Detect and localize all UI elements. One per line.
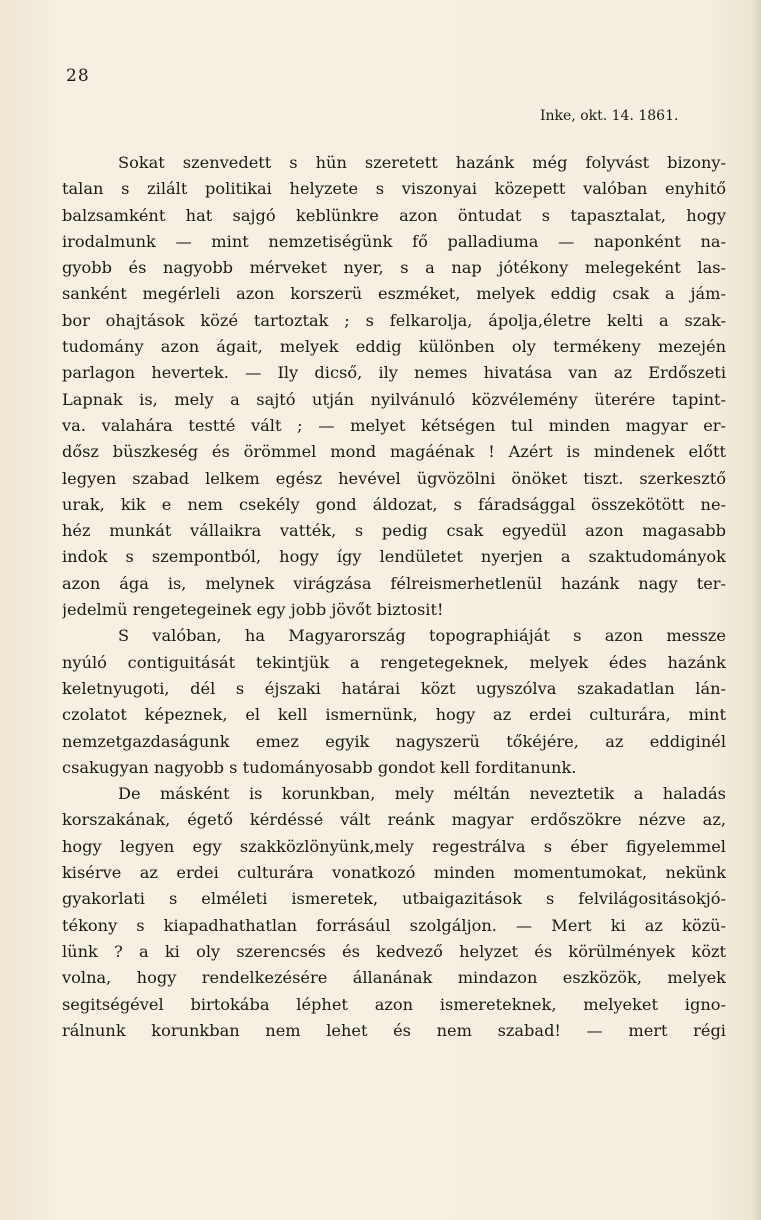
text-line: nemzetgazdaságunk emez egyik nagyszerü tőkéjére, az eddiginél [62, 731, 726, 751]
text-line: hogy legyen egy szakközlönyünk,mely regestrálva s éber figyelemmel [62, 836, 726, 856]
text-line: talan s zilált politikai helyzete s viszonyai közepett valóban enyhitő [62, 179, 726, 199]
dateline: Inke, okt. 14. 1861. [540, 108, 679, 124]
text-line: lünk ? a ki oly szerencsés és kedvező helyzet és körülmények közt [62, 941, 726, 961]
text-line: tudomány azon ágait, melyek eddig különben oly termékeny mezején [62, 337, 726, 357]
text-line: parlagon hevertek. — Ily dicső, ily nemes hivatása van az Erdőszeti [62, 363, 726, 383]
text-line: dősz büszkeség és örömmel mond magáénak ! Azért is mindenek előtt [62, 442, 726, 462]
text-line: legyen szabad lelkem egész hevével ügvözölni önöket tiszt. szerkesztő [62, 468, 726, 488]
body-text [62, 150, 726, 1044]
text-line: czolatot képeznek, el kell ismernünk, hogy az erdei culturára, mint [62, 705, 726, 725]
text-line: bor ohajtások közé tartoztak ; s felkarolja, ápolja,életre kelti a szak- [62, 310, 726, 330]
text-line: héz munkát vállaikra vatték, s pedig csak egyedül azon magasabb [62, 521, 726, 541]
text-line: indok s szempontból, hogy így lendületet nyerjen a szaktudományok [62, 547, 726, 567]
text-line: csakugyan nagyobb s tudományosabb gondot kell forditanunk. [62, 757, 577, 777]
text-line: urak, kik e nem csekély gond áldozat, s fáradsággal összekötött ne- [62, 494, 726, 514]
text-line: tékony s kiapadhathatlan forrásául szolgáljon. — Mert ki az közü- [62, 915, 726, 935]
text-line: volna, hogy rendelkezésére állanának mindazon eszközök, melyek [62, 968, 726, 988]
text-line: rálnunk korunkban nem lehet és nem szabad! — mert régi [62, 1020, 726, 1040]
text-line: Lapnak is, mely a sajtó utján nyilvánuló közvélemény üterére tapint- [62, 389, 726, 409]
page-edge-shadow [751, 0, 761, 1220]
text-line: nyúló contiguitását tekintjük a rengetegeknek, melyek édes hazánk [62, 652, 726, 672]
text-line: keletnyugoti, dél s éjszaki határai közt ugyszólva szakadatlan lán- [62, 678, 726, 698]
text-line: De másként is korunkban, mely méltán neveztetik a haladás [118, 784, 726, 804]
text-line: gyakorlati s elméleti ismeretek, utbaigazitások s felvilágositásokjó- [62, 889, 726, 909]
text-line: kisérve az erdei culturára vonatkozó minden momentumokat, nekünk [62, 863, 726, 883]
page-number: 28 [66, 66, 90, 86]
text-line: gyobb és nagyobb mérveket nyer, s a nap jótékony melegeként las- [62, 258, 726, 278]
text-line: jedelmü rengetegeinek egy jobb jövőt biztosit! [62, 600, 444, 620]
text-line: azon ága is, melynek virágzása félreismerhetlenül hazánk nagy ter- [62, 573, 726, 593]
text-line: korszakának, égető kérdéssé vált reánk magyar erdőszökre nézve az, [62, 810, 726, 830]
text-line: segitségével birtokába léphet azon ismereteknek, melyeket igno- [62, 994, 726, 1014]
text-line: Sokat szenvedett s hün szeretett hazánk még folyvást bizony- [118, 153, 726, 172]
text-line: sanként megérleli azon korszerü eszméket, melyek eddig csak a jám- [62, 284, 726, 304]
text-line: va. valahára testté vált ; — melyet kétségen tul minden magyar er- [62, 415, 726, 435]
text-line: S valóban, ha Magyarország topographiáját s azon messze [118, 626, 726, 646]
text-line: balzsamként hat sajgó keblünkre azon öntudat s tapasztalat, hogy [62, 205, 726, 225]
text-line: irodalmunk — mint nemzetiségünk fő palladiuma — naponként na- [62, 231, 726, 251]
